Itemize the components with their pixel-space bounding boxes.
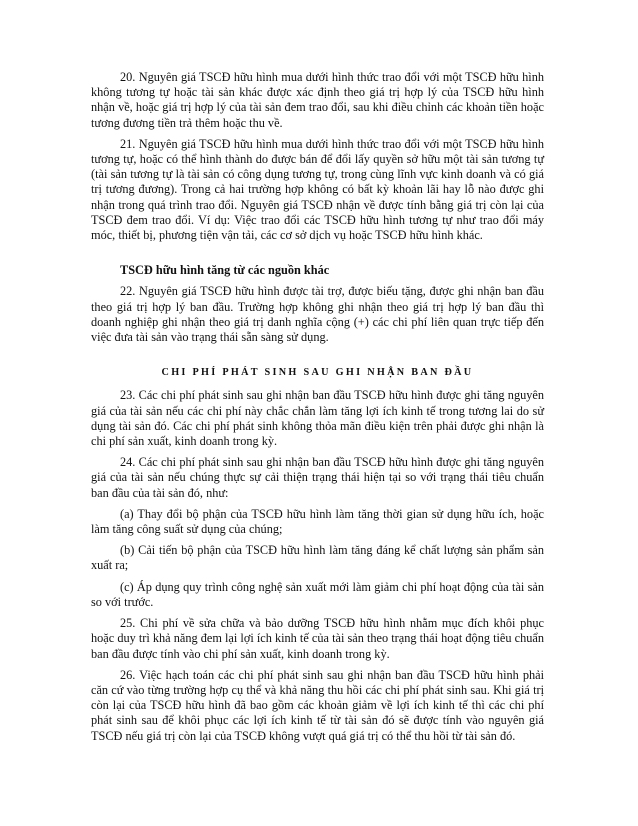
document-body bbox=[91, 70, 544, 750]
subheading-other-sources: TSCĐ hữu hình tăng từ các nguồn khác bbox=[120, 263, 330, 278]
paragraph-21: 21. Nguyên giá TSCĐ hữu hình mua dưới hình thức trao đổi với một TSCĐ hữu hình tương tự, hoặc có thể hình thành do được bán để đổi lấy quyền sở hữu một tài sản tương tự (tài sản tương tự là tài sản có công dụng tương tự, trong cùng lĩnh vực kinh doanh và có giá trị tương đương). Trong cả hai trường hợp không có bất kỳ khoản lãi hay lỗ nào được ghi nhận trong quá trình trao đổi. Nguyên giá TSCĐ nhận về được tính bằng giá trị còn lại của TSCĐ đem trao đổi. Ví dụ: Việc trao đổi các TSCĐ hữu hình tương tự như trao đổi máy móc, thiết bị, phương tiện vận tải, các cơ sở dịch vụ hoặc TSCĐ hữu hình khác. bbox=[91, 136, 544, 243]
paragraph-20: 20. Nguyên giá TSCĐ hữu hình mua dưới hình thức trao đổi với một TSCĐ hữu hình không tương tự hoặc tài sản khác được xác định theo giá trị hợp lý của TSCĐ hữu hình nhận về, hoặc giá trị hợp lý của tài sản đem trao đổi, sau khi điều chỉnh các khoản tiền hoặc tương đương tiền trả thêm hoặc thu về. bbox=[91, 70, 544, 130]
list-item-a: (a) Thay đổi bộ phận của TSCĐ hữu hình làm tăng thời gian sử dụng hữu ích, hoặc làm tăng công suất sử dụng của chúng; bbox=[91, 506, 544, 537]
paragraph-24: 24. Các chi phí phát sinh sau ghi nhận ban đầu TSCĐ hữu hình được ghi tăng nguyên giá của tài sản nếu chúng thực sự cải thiện trạng thái hiện tại so với trạng thái tiêu chuẩn ban đầu của tài sản đó, như: bbox=[91, 455, 544, 500]
section-title: CHI PHÍ PHÁT SINH SAU GHI NHẬN BAN ĐẦU bbox=[161, 367, 474, 379]
paragraph-25: 25. Chi phí về sửa chữa và bảo dưỡng TSCĐ hữu hình nhằm mục đích khôi phục hoặc duy trì khả năng đem lại lợi ích kinh tế của tài sản theo trạng thái hoạt động tiêu chuẩn ban đầu được tính vào chi phí sản xuất, kinh doanh trong kỳ. bbox=[91, 616, 544, 661]
paragraph-22: 22. Nguyên giá TSCĐ hữu hình được tài trợ, được biếu tặng, được ghi nhận ban đầu theo giá trị hợp lý ban đầu. Trường hợp không ghi nhận theo giá trị hợp lý ban đầu thì doanh nghiệp ghi nhận theo giá trị danh nghĩa cộng (+) các chi phí liên quan trực tiếp đến việc đưa tài sản vào trạng thái sẵn sàng sử dụng. bbox=[91, 284, 544, 345]
list-item-b: (b) Cải tiến bộ phận của TSCĐ hữu hình làm tăng đáng kể chất lượng sản phẩm sản xuất ra; bbox=[91, 543, 544, 573]
paragraph-23: 23. Các chi phí phát sinh sau ghi nhận ban đầu TSCĐ hữu hình được ghi tăng nguyên giá của tài sản nếu các chi phí này chắc chắn làm tăng lợi ích kinh tế trong tương lai do sử dụng tài sản đó. Các chi phí phát sinh không thỏa mãn điều kiện trên phải được ghi nhận là chi phí sản xuất, kinh doanh trong kỳ. bbox=[91, 388, 544, 449]
paragraph-26: 26. Việc hạch toán các chi phí phát sinh sau ghi nhận ban đầu TSCĐ hữu hình phải căn cứ vào từng trường hợp cụ thể và khả năng thu hồi các chi phí phát sinh sau. Khi giá trị còn lại của TSCĐ hữu hình đã bao gồm các khoản giảm về lợi ích kinh tế thì các chi phí phát sinh sau để khôi phục các lợi ích kinh tế từ tài sản đó sẽ được tính vào nguyên giá TSCĐ nếu giá trị còn lại của TSCĐ không vượt quá giá trị có thể thu hồi từ tài sản đó. bbox=[91, 667, 544, 743]
list-item-c: (c) Áp dụng quy trình công nghệ sản xuất mới làm giảm chi phí hoạt động của tài sản so với trước. bbox=[91, 579, 544, 609]
